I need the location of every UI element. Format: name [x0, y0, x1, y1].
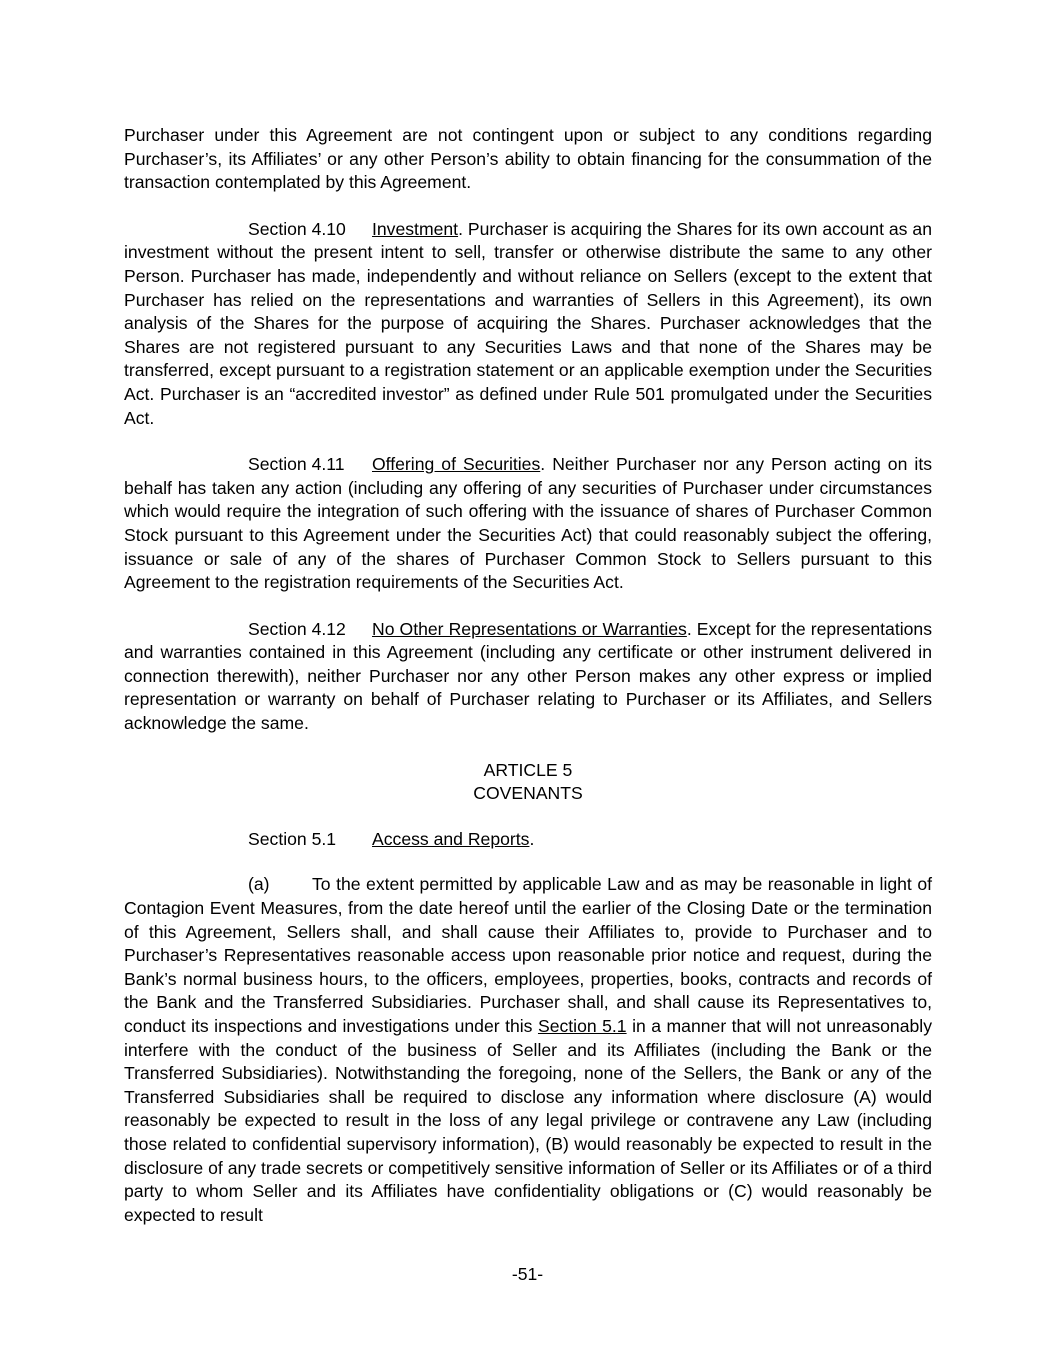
section-title: No Other Representations or Warranties — [372, 618, 687, 639]
clause-body-part-2: in a manner that will not unreasonably interfere with the conduct of the business of Seller and its Affiliates (including the Bank or the Transferred Subsidiaries). Notwithstanding the foregoing, none of the Sellers, the Bank or any of the Transferred Subsidiaries shall be required to disclose any information where disclosure (A) would reasonably be expected to result in the loss of any legal privilege or contravene any Law (including those related to confidential supervisory information), (B) would reasonably be expected to result in the disclosure of any trade secrets or competitively sensitive information of Seller or its Affiliates or of a third party to whom Seller and its Affiliates have confidentiality obligations or (C) would reasonably be expected to result — [124, 1016, 932, 1225]
section-number: Section 4.12 — [248, 618, 346, 639]
section-5-1-heading — [124, 828, 932, 852]
section-body: . Neither Purchaser nor any Person acting on its behalf has taken any action (including any offering of any securities of Purchaser under circumstances which would require the integration of such offering with the issuance of shares of Purchaser Common Stock pursuant to this Agreement under the Securities Act) that could reasonably subject the offering, issuance or sale of any of the shares of Purchaser Common Stock to Sellers pursuant to this Agreement to the registration requirements of the Securities Act. — [124, 454, 932, 593]
section-title: Offering of Securities — [372, 454, 541, 475]
clause-body-part-1: To the extent permitted by applicable Law and as may be reasonable in light of Contagion Event Measures, from the date hereof until the earlier of the Closing Date or the termination of this Agreement, Sellers shall, and shall cause their Affiliates to, provide to Purchaser and to Purchaser’s Representatives reasonable access upon reasonable prior notice and request, during the Bank’s normal business hours, to the officers, employees, properties, books, contracts and records of the Bank and the Transferred Subsidiaries. Purchaser shall, and shall cause its Representatives to, conduct its inspections and investigations under this — [124, 874, 932, 1036]
section-number: Section 4.11 — [248, 454, 345, 475]
section-5-1-a-paragraph — [124, 873, 932, 1227]
cross-reference-link[interactable]: Section 5.1 — [537, 1016, 627, 1036]
section-title: Investment — [372, 218, 459, 239]
page-number: -51- — [511, 1264, 544, 1284]
section-number: Section 5.1 — [248, 828, 337, 849]
article-title: COVENANTS — [473, 783, 583, 804]
document-page — [124, 124, 932, 1250]
section-body: . Except for the representations and warranties contained in this Agreement (including any certificate or other instrument delivered in connection therewith), neither Purchaser nor any other Person makes any other express or implied representation or warranty on behalf of Purchaser relating to Purchaser or its Affiliates, and Sellers acknowledge the same. — [124, 618, 932, 734]
section-body: . Purchaser is acquiring the Shares for its own account as an investment without the present intent to sell, transfer or otherwise distribute the same to any other Person. Purchaser has made, independently and without reliance on Sellers (except to the extent that Purchaser has relied on the representations and warranties of Sellers in this Agreement), its own analysis of the Shares for the purpose of acquiring the Shares. Purchaser acknowledges that the Shares are not registered pursuant to any Securities Laws and that none of the Shares may be transferred, except pursuant to a registration statement or an applicable exemption under the Securities Act. Purchaser is an “accredited investor” as defined under Rule 501 promulgated under the Securities Act. — [124, 218, 932, 428]
section-number: Section 4.10 — [248, 218, 346, 239]
article-number: ARTICLE 5 — [483, 759, 573, 780]
section-4-12-paragraph — [124, 618, 932, 736]
section-4-10-paragraph — [124, 218, 932, 430]
intro-paragraph: Purchaser under this Agreement are not contingent upon or subject to any conditions regarding Purchaser’s, its Affiliates’ or any other Person’s ability to obtain financing for the consummation of the transaction contemplated by this Agreement. — [124, 125, 932, 193]
section-4-11-paragraph — [124, 453, 932, 595]
section-title: Access and Reports — [372, 828, 530, 849]
article-heading — [124, 759, 932, 806]
clause-label: (a) — [248, 874, 270, 895]
section-title-period: . — [529, 828, 535, 849]
